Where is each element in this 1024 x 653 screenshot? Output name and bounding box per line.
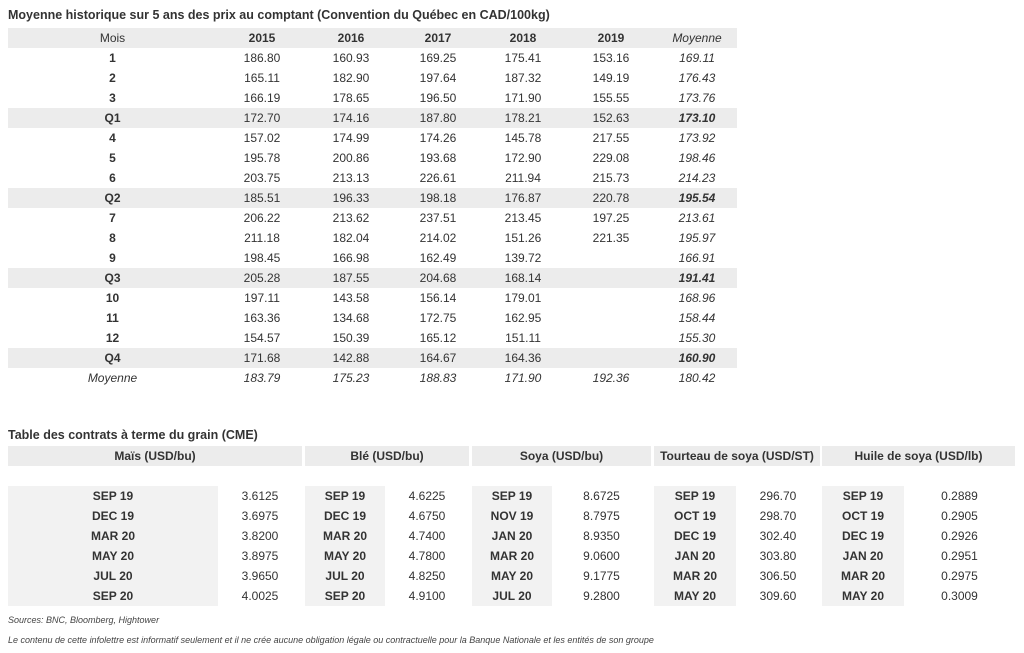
contract-price: 4.0025 xyxy=(241,589,279,603)
table-cell: 172.90 xyxy=(504,151,542,165)
table-cell: 173.92 xyxy=(678,131,716,145)
table-cell: 162.49 xyxy=(419,251,457,265)
futures-row xyxy=(8,486,302,506)
table-cell: 193.68 xyxy=(419,151,457,165)
column-header: 2016 xyxy=(337,31,365,45)
table-cell: 217.55 xyxy=(592,131,630,145)
futures-row xyxy=(822,566,1015,586)
contract-price: 4.7400 xyxy=(408,529,446,543)
disclaimer-note: Le contenu de cette infolettre est informatif seulement et il ne crée aucune obligation légale ou contractuelle pour la Banque Nationale et les entités de son groupe xyxy=(8,635,654,645)
table-cell xyxy=(565,248,657,268)
table-cell: 157.02 xyxy=(243,131,281,145)
contract-month: JUL 20 xyxy=(325,569,365,583)
table-cell: 168.14 xyxy=(504,271,542,285)
futures-row xyxy=(822,486,1015,506)
futures-group-header: Maïs (USD/bu) xyxy=(8,446,302,466)
contract-price: 4.7800 xyxy=(408,549,446,563)
table-cell: 198.46 xyxy=(678,151,716,165)
contract-price: 0.2905 xyxy=(941,509,978,523)
futures-row xyxy=(654,486,820,506)
table-cell: 229.08 xyxy=(592,151,630,165)
futures-row xyxy=(472,546,651,566)
table-cell: 220.78 xyxy=(592,191,630,205)
table-cell: 197.11 xyxy=(244,291,280,305)
contract-month: MAR 20 xyxy=(322,529,367,543)
table-cell: 165.11 xyxy=(244,71,280,85)
table-cell xyxy=(565,268,657,288)
table-cell xyxy=(565,348,657,368)
futures-row xyxy=(8,546,302,566)
table-cell: 196.33 xyxy=(332,191,370,205)
row-label: 4 xyxy=(109,131,116,145)
quarter-row xyxy=(8,268,737,288)
row-label: 7 xyxy=(109,211,116,225)
row-label: Q4 xyxy=(104,351,121,365)
contract-price: 309.60 xyxy=(759,589,797,603)
row-label: Q1 xyxy=(104,111,121,125)
contract-month: MAY 20 xyxy=(91,549,135,563)
column-header: Moyenne xyxy=(672,31,722,45)
contract-month: JAN 20 xyxy=(842,549,884,563)
table-cell: 154.57 xyxy=(243,331,281,345)
table-cell: 197.25 xyxy=(592,211,630,225)
contract-month: DEC 19 xyxy=(91,509,135,523)
table-cell: 150.39 xyxy=(332,331,370,345)
table-cell: 166.91 xyxy=(678,251,716,265)
table-cell: 165.12 xyxy=(419,331,457,345)
table-cell: 206.22 xyxy=(243,211,281,225)
row-label: 10 xyxy=(105,291,120,305)
contract-month: OCT 19 xyxy=(673,509,716,523)
table-cell: 213.13 xyxy=(332,171,370,185)
table-cell: 182.90 xyxy=(332,71,370,85)
table-cell: 163.36 xyxy=(243,311,281,325)
table-cell: 183.79 xyxy=(243,371,281,385)
contract-price: 0.2975 xyxy=(941,569,978,583)
futures-row xyxy=(472,566,651,586)
futures-group xyxy=(305,486,469,606)
futures-row xyxy=(654,586,820,606)
table-cell: 152.63 xyxy=(592,111,630,125)
sources-note: Sources: BNC, Bloomberg, Hightower xyxy=(8,615,160,625)
table-cell: 215.73 xyxy=(592,171,630,185)
table-row xyxy=(8,148,737,168)
table-cell: 178.21 xyxy=(504,111,542,125)
contract-month: SEP 19 xyxy=(324,489,366,503)
futures-row xyxy=(8,586,302,606)
table-cell: 214.02 xyxy=(419,231,457,245)
contract-month: JUL 20 xyxy=(93,569,133,583)
table-cell: 171.68 xyxy=(243,351,281,365)
table-cell: 134.68 xyxy=(332,311,370,325)
table-cell: 172.70 xyxy=(243,111,281,125)
contract-price: 4.6750 xyxy=(408,509,446,523)
contract-month: DEC 19 xyxy=(323,509,367,523)
table-cell xyxy=(565,308,657,328)
table-cell: 174.26 xyxy=(419,131,457,145)
table-cell: 179.01 xyxy=(504,291,542,305)
contract-price: 0.2889 xyxy=(941,489,978,503)
table-cell: 164.36 xyxy=(504,351,542,365)
contract-price: 298.70 xyxy=(759,509,797,523)
futures-row xyxy=(472,486,651,506)
table-header-row xyxy=(8,28,737,48)
futures-row xyxy=(8,526,302,546)
table-cell: 198.45 xyxy=(243,251,281,265)
spot-price-table-title: Moyenne historique sur 5 ans des prix au comptant (Convention du Québec en CAD/100kg) xyxy=(8,8,550,22)
table-cell: 160.90 xyxy=(678,351,716,365)
table-cell: 173.10 xyxy=(678,111,716,125)
table-cell: 175.41 xyxy=(504,51,542,65)
table-cell: 237.51 xyxy=(419,211,457,225)
table-cell: 185.51 xyxy=(243,191,281,205)
table-cell: 158.44 xyxy=(678,311,716,325)
table-cell: 204.68 xyxy=(419,271,457,285)
row-label: 2 xyxy=(109,71,116,85)
futures-row xyxy=(654,526,820,546)
table-row xyxy=(8,328,737,348)
table-row xyxy=(8,88,737,108)
table-cell: 211.94 xyxy=(505,171,541,185)
contract-month: MAR 20 xyxy=(489,549,534,563)
contract-price: 4.6225 xyxy=(408,489,446,503)
table-cell: 195.54 xyxy=(678,191,716,205)
row-label: Q3 xyxy=(104,271,121,285)
row-label: 12 xyxy=(105,331,120,345)
contract-month: NOV 19 xyxy=(490,509,534,523)
futures-row xyxy=(472,526,651,546)
table-cell: 155.55 xyxy=(592,91,630,105)
table-cell: 205.28 xyxy=(243,271,281,285)
table-cell: 180.42 xyxy=(678,371,716,385)
contract-month: DEC 19 xyxy=(673,529,717,543)
table-cell: 164.67 xyxy=(419,351,457,365)
contract-price: 0.2926 xyxy=(941,529,978,543)
contract-price: 9.1775 xyxy=(583,569,620,583)
row-label: 3 xyxy=(109,91,116,105)
table-cell: 168.96 xyxy=(678,291,716,305)
futures-group xyxy=(822,486,1015,606)
futures-group-header: Huile de soya (USD/lb) xyxy=(822,446,1015,466)
table-cell: 226.61 xyxy=(419,171,457,185)
table-row xyxy=(8,48,737,68)
futures-group-header: Soya (USD/bu) xyxy=(472,446,651,466)
futures-group xyxy=(654,486,820,606)
row-label: 11 xyxy=(106,311,119,325)
futures-group-header: Tourteau de soya (USD/ST) xyxy=(654,446,820,466)
contract-price: 4.8250 xyxy=(408,569,446,583)
contract-price: 9.2800 xyxy=(583,589,620,603)
table-cell: 153.16 xyxy=(592,51,630,65)
row-label: 8 xyxy=(109,231,116,245)
table-cell: 191.41 xyxy=(678,271,716,285)
contract-price: 3.6125 xyxy=(241,489,279,503)
table-row xyxy=(8,208,737,228)
column-header: 2015 xyxy=(248,31,276,45)
column-header: Mois xyxy=(99,31,126,45)
table-cell: 178.65 xyxy=(332,91,370,105)
table-cell: 197.64 xyxy=(419,71,457,85)
table-cell: 169.25 xyxy=(419,51,457,65)
table-cell: 176.43 xyxy=(678,71,716,85)
table-row xyxy=(8,168,737,188)
table-cell: 221.35 xyxy=(592,231,630,245)
contract-price: 302.40 xyxy=(759,529,797,543)
contract-month: MAR 20 xyxy=(90,529,135,543)
contract-price: 296.70 xyxy=(759,489,797,503)
table-cell: 174.99 xyxy=(332,131,370,145)
futures-group xyxy=(8,486,302,606)
contract-price: 303.80 xyxy=(759,549,797,563)
futures-row xyxy=(8,566,302,586)
contract-month: SEP 20 xyxy=(92,589,134,603)
table-cell: 174.16 xyxy=(332,111,370,125)
contract-price: 0.2951 xyxy=(941,549,978,563)
futures-row xyxy=(305,546,469,566)
contract-month: JAN 20 xyxy=(674,549,716,563)
futures-row xyxy=(8,506,302,526)
futures-group xyxy=(472,486,651,606)
table-cell: 192.36 xyxy=(592,371,630,385)
futures-row xyxy=(654,506,820,526)
table-cell: 156.14 xyxy=(419,291,457,305)
contract-price: 8.7975 xyxy=(583,509,620,523)
table-cell: 171.90 xyxy=(504,371,542,385)
table-cell: 187.32 xyxy=(504,71,542,85)
contract-price: 8.9350 xyxy=(583,529,620,543)
contract-price: 3.6975 xyxy=(241,509,279,523)
row-label: Moyenne xyxy=(87,371,138,385)
table-cell: 213.62 xyxy=(332,211,370,225)
quarter-row xyxy=(8,348,737,368)
table-row xyxy=(8,68,737,88)
average-row xyxy=(8,368,737,388)
contract-month: SEP 20 xyxy=(324,589,366,603)
table-row xyxy=(8,228,737,248)
table-cell: 172.75 xyxy=(419,311,457,325)
futures-row xyxy=(305,526,469,546)
table-cell: 213.45 xyxy=(504,211,542,225)
futures-row xyxy=(654,546,820,566)
table-cell: 203.75 xyxy=(243,171,281,185)
contract-month: OCT 19 xyxy=(841,509,884,523)
row-label: 5 xyxy=(109,151,116,165)
futures-row xyxy=(305,506,469,526)
table-cell: 166.98 xyxy=(332,251,370,265)
table-cell: 200.86 xyxy=(332,151,370,165)
table-cell: 151.26 xyxy=(504,231,542,245)
row-label: Q2 xyxy=(104,191,121,205)
contract-month: JAN 20 xyxy=(491,529,533,543)
table-row xyxy=(8,308,737,328)
table-cell: 187.80 xyxy=(419,111,457,125)
table-cell: 186.80 xyxy=(243,51,281,65)
futures-row xyxy=(472,506,651,526)
table-cell: 145.78 xyxy=(504,131,542,145)
row-label: 1 xyxy=(109,51,116,65)
futures-row xyxy=(472,586,651,606)
futures-row xyxy=(305,486,469,506)
contract-month: JUL 20 xyxy=(492,589,532,603)
table-cell: 139.72 xyxy=(504,251,542,265)
futures-row xyxy=(654,566,820,586)
column-header: 2018 xyxy=(509,31,537,45)
table-cell: 151.11 xyxy=(505,331,541,345)
contract-month: MAR 20 xyxy=(672,569,717,583)
table-cell: 176.87 xyxy=(504,191,542,205)
table-cell: 198.18 xyxy=(419,191,457,205)
contract-month: SEP 19 xyxy=(491,489,533,503)
table-cell: 149.19 xyxy=(592,71,630,85)
futures-row xyxy=(305,566,469,586)
table-row xyxy=(8,128,737,148)
table-cell: 169.11 xyxy=(679,51,715,65)
table-cell xyxy=(565,288,657,308)
column-header: 2017 xyxy=(424,31,452,45)
row-label: 6 xyxy=(109,171,116,185)
table-cell: 188.83 xyxy=(419,371,457,385)
futures-table-title: Table des contrats à terme du grain (CME) xyxy=(8,428,258,442)
futures-group-header: Blé (USD/bu) xyxy=(305,446,469,466)
table-cell: 142.88 xyxy=(332,351,370,365)
contract-price: 9.0600 xyxy=(583,549,620,563)
contract-price: 3.8975 xyxy=(241,549,279,563)
contract-month: DEC 19 xyxy=(841,529,885,543)
table-cell: 195.97 xyxy=(678,231,716,245)
quarter-row xyxy=(8,108,737,128)
quarter-row xyxy=(8,188,737,208)
spot-price-table xyxy=(8,28,737,388)
contract-month: SEP 19 xyxy=(842,489,884,503)
table-cell: 160.93 xyxy=(332,51,370,65)
table-cell: 143.58 xyxy=(332,291,370,305)
contract-month: SEP 19 xyxy=(92,489,134,503)
table-cell xyxy=(565,328,657,348)
contract-month: MAY 20 xyxy=(323,549,367,563)
contract-month: MAR 20 xyxy=(840,569,885,583)
table-cell: 214.23 xyxy=(678,171,716,185)
table-cell: 187.55 xyxy=(332,271,370,285)
table-cell: 195.78 xyxy=(243,151,281,165)
table-cell: 162.95 xyxy=(504,311,542,325)
contract-month: MAY 20 xyxy=(673,589,717,603)
contract-price: 4.9100 xyxy=(408,589,446,603)
table-cell: 175.23 xyxy=(332,371,370,385)
contract-month: SEP 19 xyxy=(674,489,716,503)
contract-price: 3.9650 xyxy=(241,569,279,583)
contract-price: 8.6725 xyxy=(583,489,620,503)
table-cell: 173.76 xyxy=(678,91,716,105)
contract-month: MAY 20 xyxy=(841,589,885,603)
table-cell: 213.61 xyxy=(678,211,716,225)
table-row xyxy=(8,288,737,308)
futures-row xyxy=(305,586,469,606)
table-cell: 211.18 xyxy=(244,231,280,245)
futures-row xyxy=(822,546,1015,566)
table-cell: 196.50 xyxy=(419,91,457,105)
contract-price: 306.50 xyxy=(759,569,797,583)
futures-row xyxy=(822,526,1015,546)
contract-price: 3.8200 xyxy=(241,529,279,543)
table-row xyxy=(8,248,737,268)
futures-row xyxy=(822,586,1015,606)
futures-row xyxy=(822,506,1015,526)
column-header: 2019 xyxy=(597,31,625,45)
table-cell: 182.04 xyxy=(332,231,370,245)
table-cell: 166.19 xyxy=(243,91,281,105)
contract-month: MAY 20 xyxy=(490,569,534,583)
table-cell: 155.30 xyxy=(678,331,716,345)
contract-price: 0.3009 xyxy=(941,589,978,603)
row-label: 9 xyxy=(109,251,116,265)
table-cell: 171.90 xyxy=(504,91,542,105)
